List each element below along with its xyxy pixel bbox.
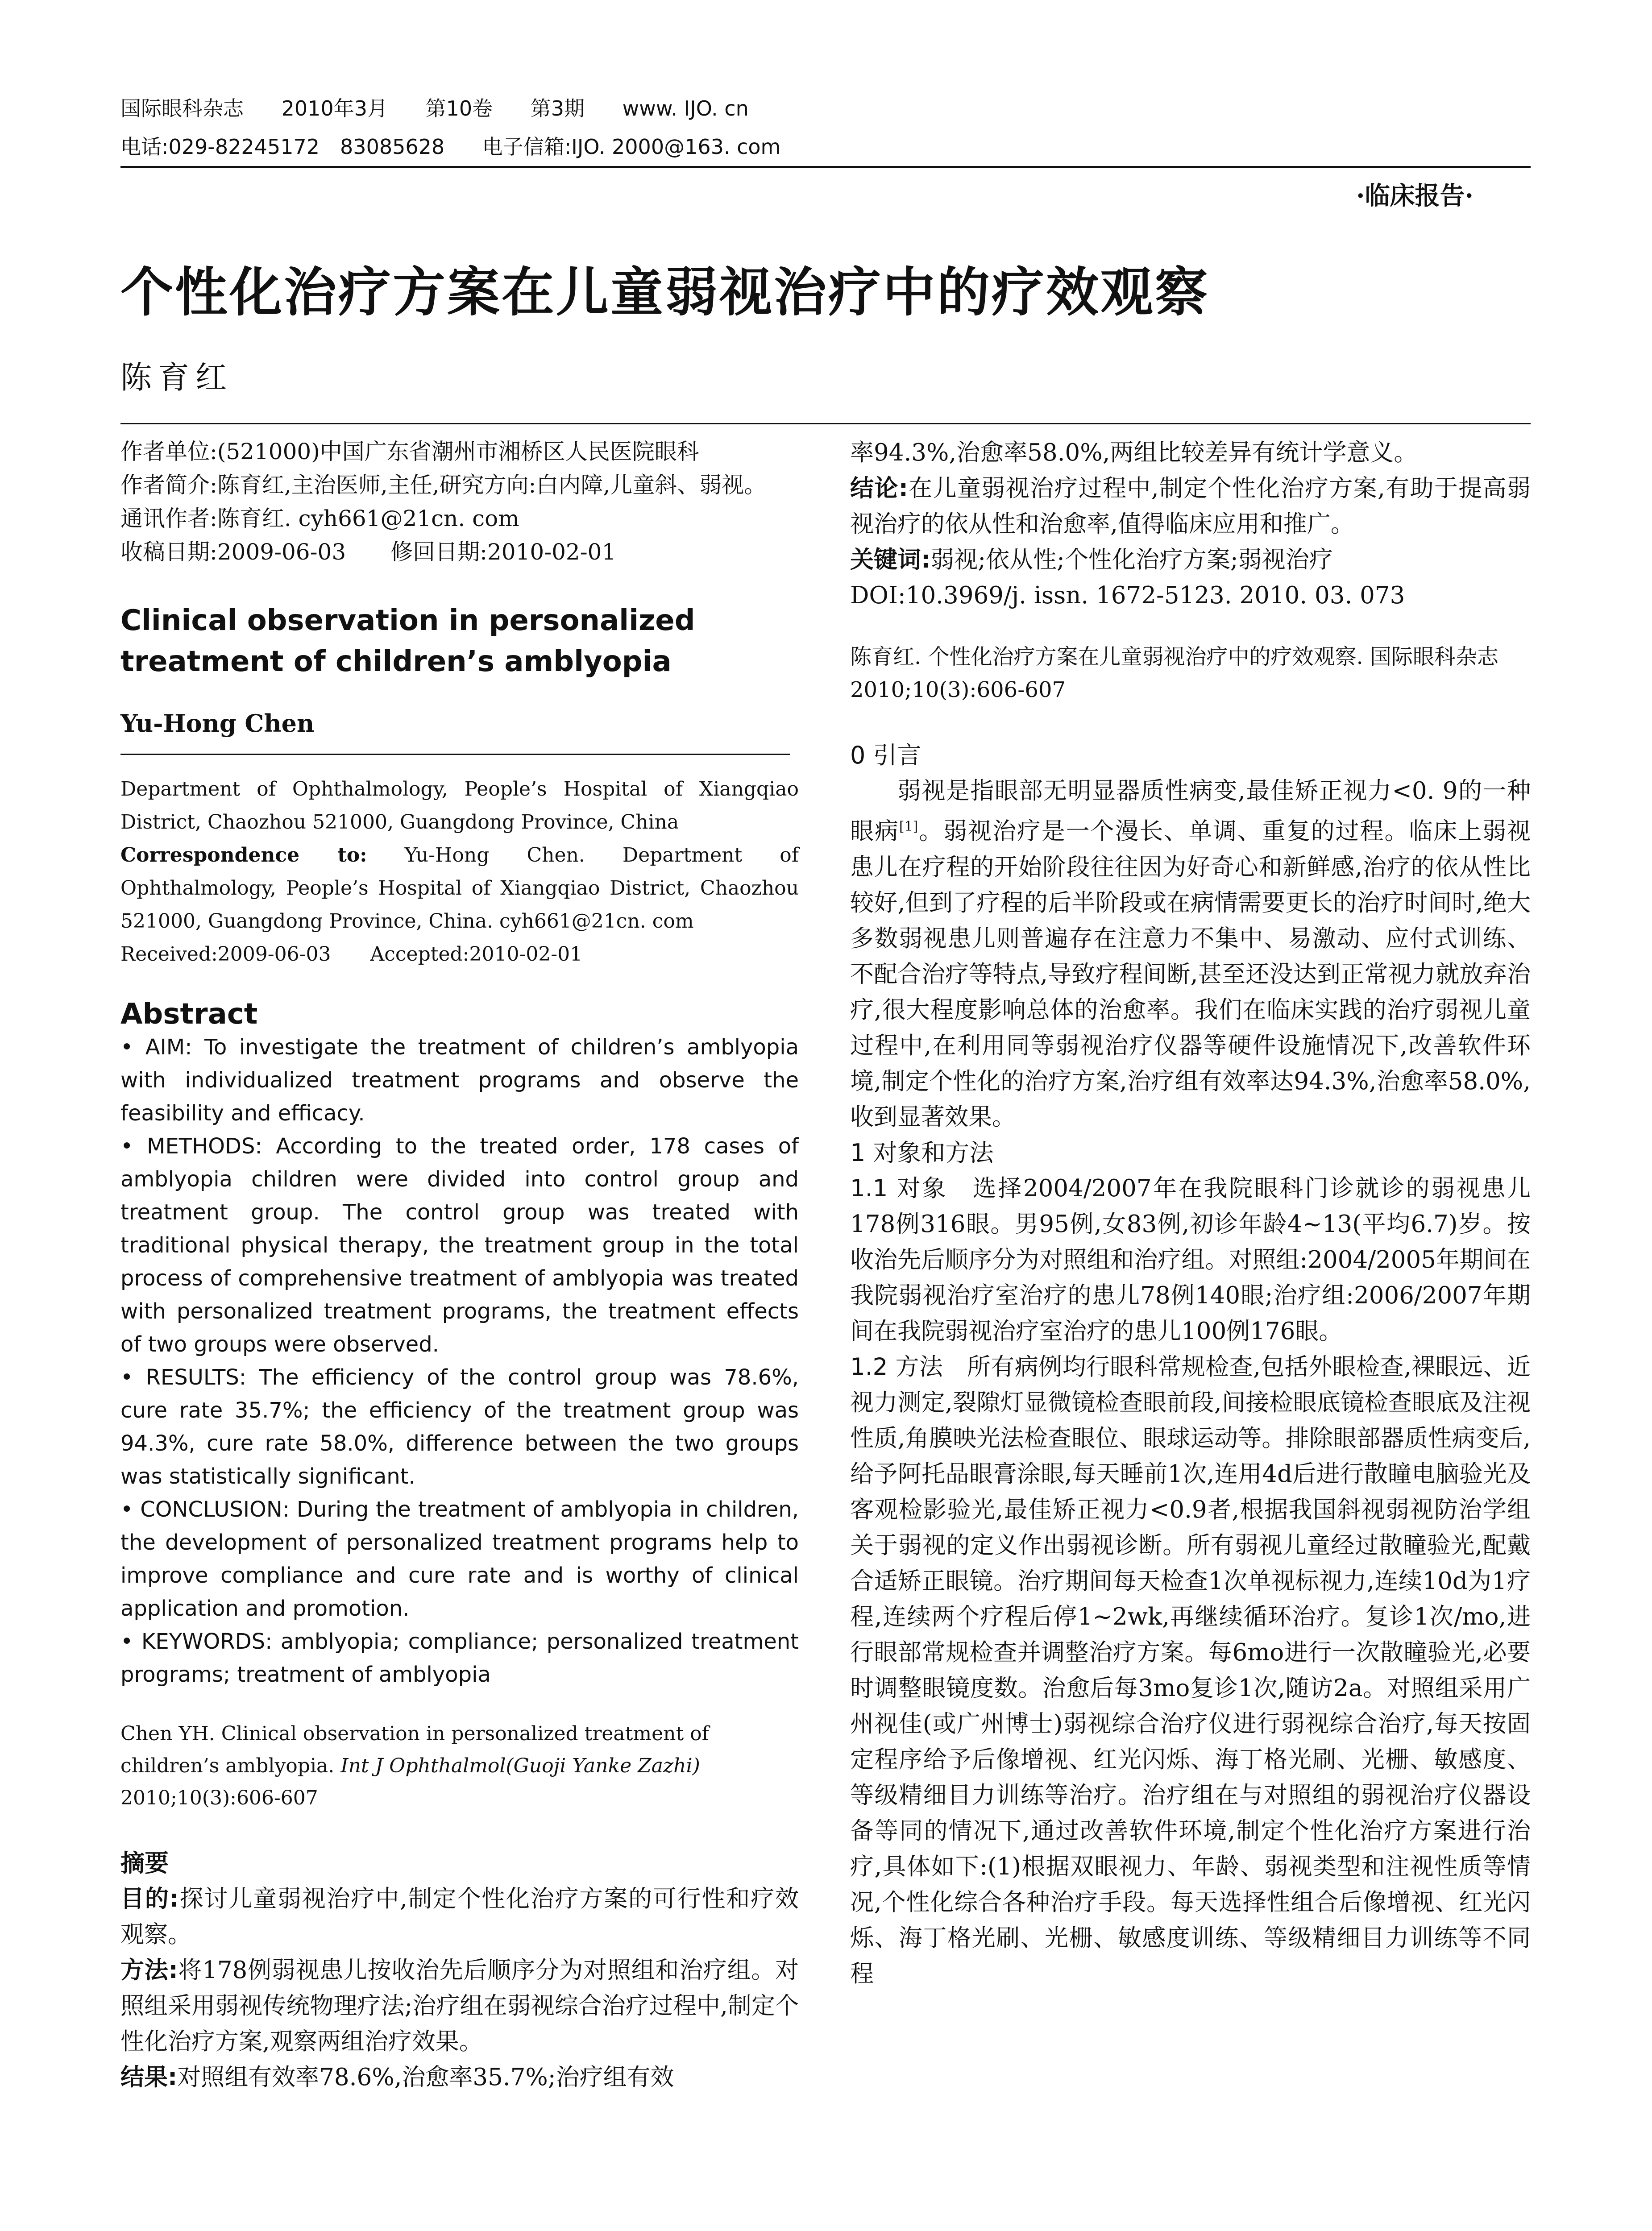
keywords-text: 弱视;依从性;个性化治疗方案;弱视治疗 xyxy=(930,546,1333,573)
methods-sub-text: 所有病例均行眼科常规检查,包括外眼检查,裸眼远、近视力测定,裂隙灯显微镜检查眼前段,间接检眼底镜检查眼底及注视性质,角膜映光法检查眼位、眼球运动等。排除眼部器质性病变后,给予阿托品眼膏涂眼,每天睡前1次,连用4d后进行散瞳电脑验光及客观检影验光,最佳矫正视力<0.9者,根据我国斜视弱视防治学组关于弱视的定义作出弱视诊断。所有弱视儿童经过散瞳验光,配戴合适矫正眼镜。治疗期间每天检查1次单视标视力,连续10d为1疗程,连续两个疗程后停1~2wk,再继续循环治疗。复诊1次/mo,进行眼部常规检查并调整治疗方案。每6mo进行一次散瞳验光,必要时调整眼镜度数。治愈后每3mo复诊1次,随访2a。对照组采用广州视佳(或广州博士)弱视综合治疗仪进行弱视综合治疗,每天按固定程序给予后像增视、红光闪烁、海丁格光刷、光栅、敏感度、等级精细目力训练等治疗。治疗组在与对照组的弱视治疗仪器设备等同的情况下,通过改善软件环境,制定个性化治疗方案进行治疗,具体如下:(1)根据双眼视力、年龄、弱视类型和注视性质等情况,个性化综合各种治疗手段。每天选择性组合后像增视、红光闪烁、海丁格光刷、光栅、敏感度训练、等级精细目力训练等不同程 xyxy=(850,1353,1531,1987)
subjects-paragraph xyxy=(850,1171,1531,1349)
intro-text-b: 。弱视治疗是一个漫长、单调、重复的过程。临床上弱视患儿在疗程的开始阶段往往因为好奇心和新鲜感,治疗的依从性比较好,但到了疗程的后半阶段或在病情需要更长的治疗时间时,绝大多数弱视患儿则普遍存在注意力不集中、易激动、应付式训练、不配合治疗等特点,导致疗程间断,甚至还没达到正常视力就放弃治疗,很大程度影响总体的治愈率。我们在临床实践的治疗弱视儿童过程中,在利用同等弱视治疗仪器等硬件设施情况下,改善软件环境,制定个性化的治疗方案,治疗组有效率达94.3%,治愈率58.0%,收到显著效果。 xyxy=(850,817,1531,1131)
left-column xyxy=(120,435,799,2095)
reference-mark[interactable]: [1] xyxy=(899,819,918,834)
abstract-results: • RESULTS: The efficiency of the control group was 78.6%, cure rate 35.7%; the efficiency of the treatment group was 94.3%, cure rate 58.0%, difference between the two groups was statistically significant. xyxy=(120,1365,799,1489)
citation-text: Chen YH. Clinical observation in personalized treatment of children’s amblyopia. xyxy=(120,1722,709,1777)
article-title: 个性化治疗方案在儿童弱视治疗中的疗效观察 xyxy=(120,261,1210,323)
abstract-keywords: • KEYWORDS: amblyopia; compliance; personalized treatment programs; treatment of amblyopia xyxy=(120,1629,799,1687)
cn-abstract-results-cont: 率94.3%,治愈率58.0%,两组比较差异有统计学意义。 xyxy=(850,439,1418,466)
cn-abstract-heading: 摘要 xyxy=(120,1849,169,1877)
website-link[interactable]: www. IJO. cn xyxy=(622,96,749,120)
methods-text: 将178例弱视患儿按收治先后顺序分为对照组和治疗组。对照组采用弱视传统物理疗法;治疗组在弱视综合治疗过程中,制定个性化治疗方案,观察两组治疗效果。 xyxy=(120,1957,799,2055)
phone: 电话:029-82245172 83085628 xyxy=(120,135,445,159)
aim-text: 探讨儿童弱视治疗中,制定个性化治疗方案的可行性和疗效观察。 xyxy=(120,1885,799,1948)
issue: 第3期 xyxy=(530,96,585,120)
header-rule xyxy=(120,166,1531,168)
results-text: 对照组有效率78.6%,治愈率35.7%;治疗组有效 xyxy=(177,2064,674,2091)
section-tag: ·临床报告· xyxy=(1356,181,1474,211)
cn-abstract-keywords xyxy=(850,542,1531,578)
intro-paragraph xyxy=(850,773,1531,1135)
methods-paragraph xyxy=(850,1349,1531,1992)
english-department: Department of Ophthalmology, People’s Hospital of Xiangqiao District, Chaozhou 521000, Guangdong Province, China xyxy=(120,778,799,834)
volume: 第10卷 xyxy=(425,96,493,120)
abstract-conclusion: • CONCLUSION: During the treatment of amblyopia in children, the development of personalized treatment programs help to improve compliance and cure rate and is worthy of clinical application and promotion. xyxy=(120,1497,799,1621)
conclusion-label: 结论: xyxy=(850,475,908,502)
methods-sub-label: 1.2 方法 xyxy=(850,1353,943,1381)
received-dates: 收稿日期:2009-06-03 修回日期:2010-02-01 xyxy=(120,539,616,565)
results-label: 结果: xyxy=(120,2064,178,2091)
author-unit: 作者单位:(521000)中国广东省潮州市湘桥区人民医院眼科 xyxy=(120,439,699,464)
en-author-rule xyxy=(120,738,790,755)
citation-volume: 2010;10(3):606-607 xyxy=(120,1787,318,1809)
correspondence-text: Yu-Hong Chen. Department of Ophthalmology, People’s Hospital of Xiangqiao District, Chaozhou 521000, Guangdong Province, China. cyh661@21cn. com xyxy=(120,844,799,933)
title-rule xyxy=(120,423,1531,424)
aim-label: 目的: xyxy=(120,1885,179,1912)
cn-abstract-methods xyxy=(120,1953,799,2060)
english-citation xyxy=(120,1718,799,1814)
english-author: Yu-Hong Chen xyxy=(120,709,315,738)
intro-heading: 0 引言 xyxy=(850,741,921,769)
author-cn: 陈育红 xyxy=(120,359,233,396)
cn-abstract-conclusion xyxy=(850,471,1531,542)
journal-name: 国际眼科杂志 xyxy=(120,96,244,120)
doi[interactable]: DOI:10.3969/j. issn. 1672-5123. 2010. 03. 073 xyxy=(850,582,1405,609)
conclusion-text: 在儿童弱视治疗过程中,制定个性化治疗方案,有助于提高弱视治疗的依从性和治愈率,值得临床应用和推广。 xyxy=(850,475,1531,538)
subjects-text: 选择2004/2007年在我院眼科门诊就诊的弱视患儿178例316眼。男95例,女83例,初诊年龄4~13(平均6.7)岁。按收治先后顺序分为对照组和治疗组。对照组:2004/2005年期间在我院弱视治疗室治疗的患儿78例140眼;治疗组:2006/2007年期间在我院弱视治疗室治疗的患儿100例176眼。 xyxy=(850,1174,1531,1345)
corresponding-author: 通讯作者:陈育红. cyh661@21cn. com xyxy=(120,506,519,531)
email[interactable]: 电子信箱:IJO. 2000@163. com xyxy=(482,135,781,159)
journal-header xyxy=(120,89,1531,166)
english-dates: Received:2009-06-03 Accepted:2010-02-01 xyxy=(120,943,583,966)
abstract-heading: Abstract xyxy=(120,998,258,1031)
intro-text-a: 弱视是指眼部无明显器质性病变,最佳矫正视力<0. 9的一种眼病 xyxy=(850,777,1531,845)
subjects-label: 1.1 对象 xyxy=(850,1174,948,1202)
methods-label: 方法: xyxy=(120,1957,178,1984)
english-correspondence xyxy=(120,839,799,938)
abstract-methods: • METHODS: According to the treated order, 178 cases of amblyopia children were divided into control group and treatment group. The control group was treated with traditional physical therapy, the treatment group in the total process of comprehensive treatment of amblyopia was treated with personalized treatment programs, the treatment effects of two groups were observed. xyxy=(120,1134,799,1357)
cn-abstract-aim xyxy=(120,1881,799,1953)
cn-citation: 陈育红. 个性化治疗方案在儿童弱视治疗中的疗效观察. 国际眼科杂志 2010;10(3):606-607 xyxy=(850,644,1499,702)
keywords-label: 关键词: xyxy=(850,546,931,573)
right-column xyxy=(850,435,1531,1992)
abstract-aim: • AIM: To investigate the treatment of children’s amblyopia with individualized treatment programs and observe the feasibility and efficacy. xyxy=(120,1035,799,1126)
cn-abstract-results xyxy=(120,2060,799,2095)
english-title: Clinical observation in personalized treatment of children’s amblyopia xyxy=(120,604,695,678)
issue-date: 2010年3月 xyxy=(281,96,388,120)
correspondence-label: Correspondence to: xyxy=(120,844,367,867)
author-bio: 作者简介:陈育红,主治医师,主任,研究方向:白内障,儿童斜、弱视。 xyxy=(120,472,767,498)
methods-heading: 1 对象和方法 xyxy=(850,1138,994,1167)
citation-journal: Int J Ophthalmol(Guoji Yanke Zazhi) xyxy=(340,1754,700,1777)
